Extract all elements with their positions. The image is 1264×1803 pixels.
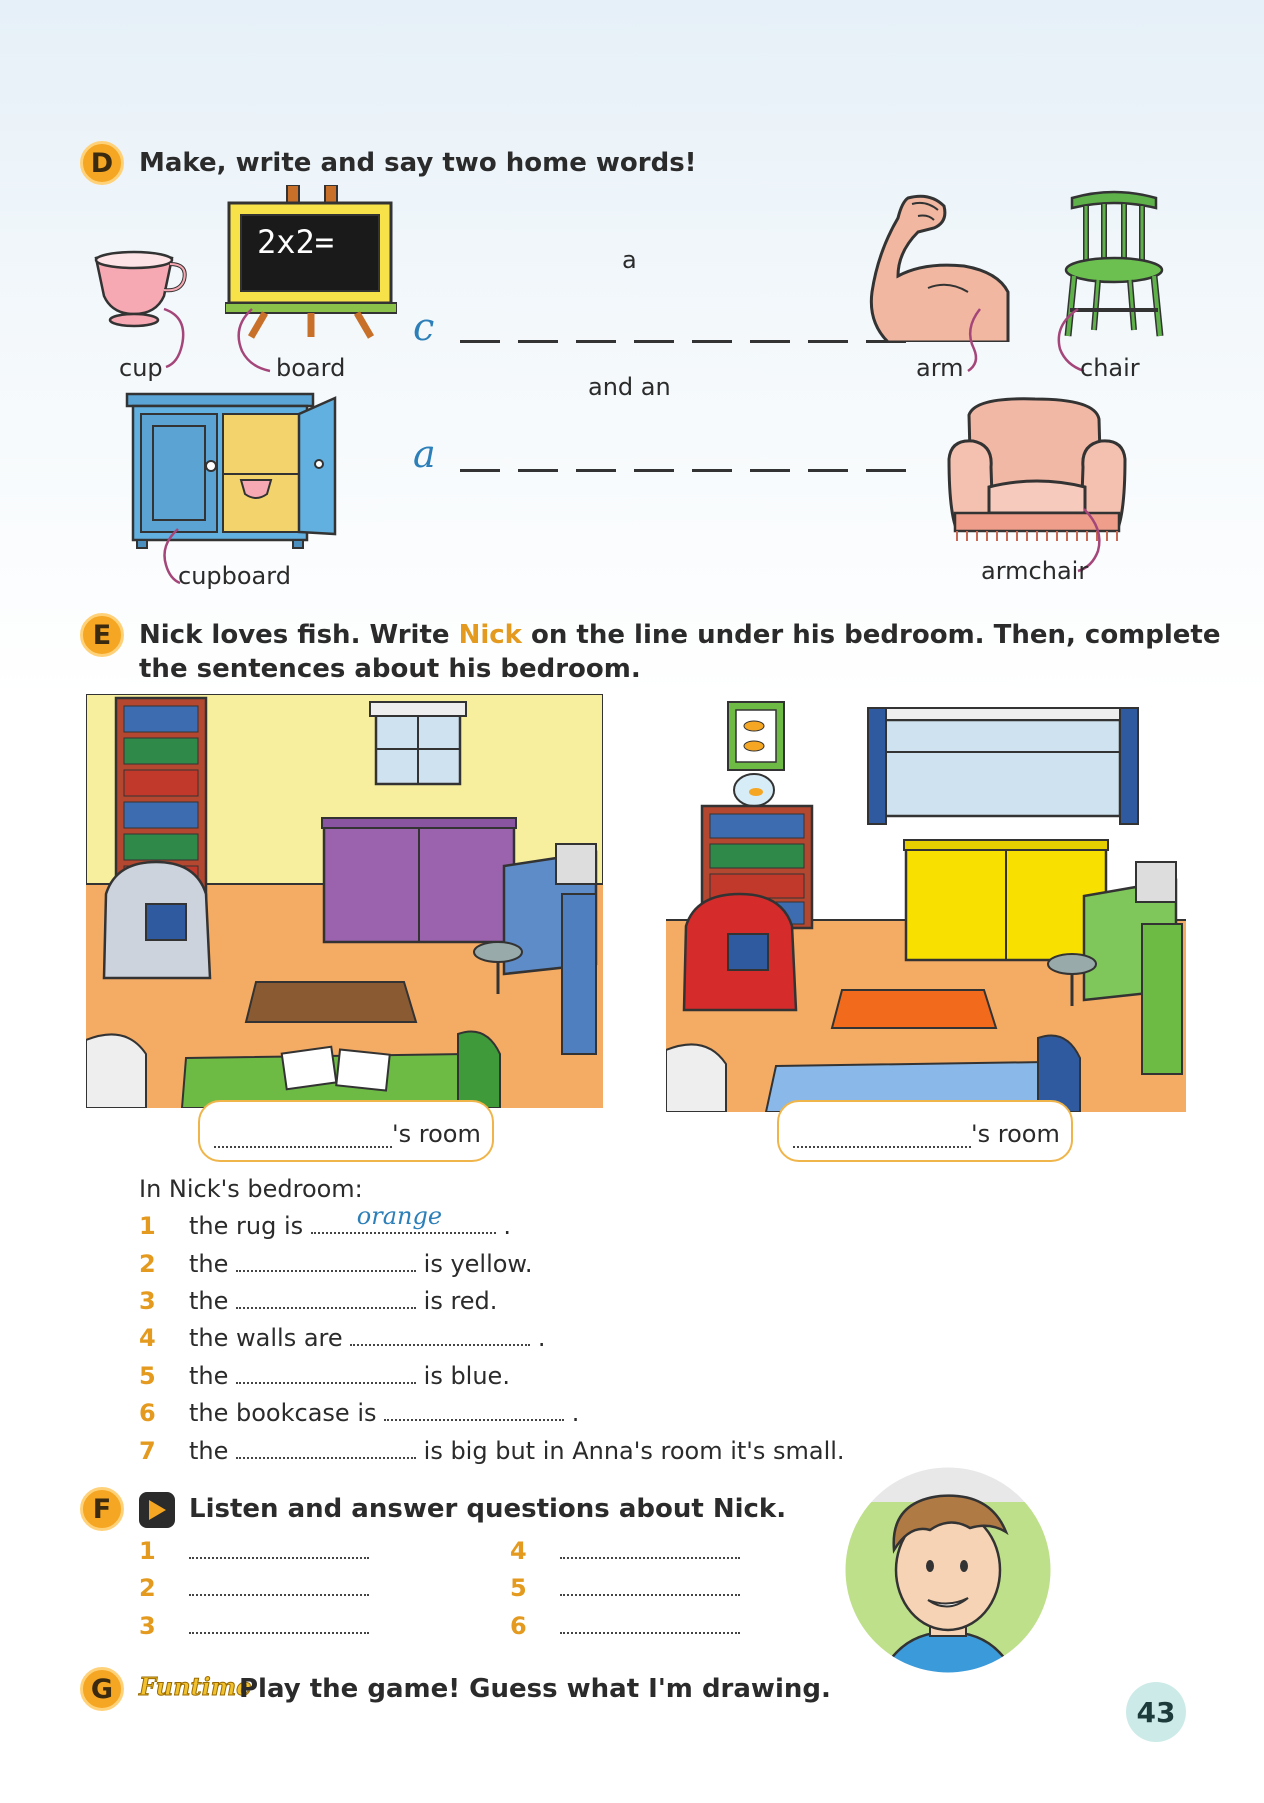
- sentence-7-after: is big but in Anna's room it's small.: [416, 1437, 845, 1465]
- answer-row-3: [139, 1610, 369, 1640]
- section-d-badge: D: [80, 141, 124, 185]
- section-d-title: Make, write and say two home words!: [139, 148, 697, 178]
- arm-pointer-line: [960, 305, 990, 375]
- sentence-2-before: the: [189, 1250, 237, 1278]
- answer-row-1: [139, 1535, 369, 1565]
- cupboard-icon: [123, 390, 343, 550]
- answer-4-number: 4: [510, 1537, 527, 1565]
- sentence-6-before: the bookcase is: [189, 1399, 385, 1427]
- sentence-1-answer: orange: [356, 1202, 443, 1230]
- sentence-4-after: .: [530, 1324, 546, 1352]
- left-room-name-blank[interactable]: [214, 1124, 392, 1148]
- sentence-1-before: the rug is: [189, 1212, 311, 1240]
- sentence-3-number: 3: [139, 1287, 156, 1315]
- answer-2-number: 2: [139, 1574, 156, 1602]
- answer-row-6: [510, 1610, 740, 1640]
- sentence-3-after: is red.: [416, 1287, 498, 1315]
- cup-label: cup: [119, 354, 163, 382]
- section-g-title: Play the game! Guess what I'm drawing.: [239, 1674, 831, 1704]
- bedroom-right-illustration[interactable]: [666, 694, 1186, 1112]
- sentence-4-before: the walls are: [189, 1324, 351, 1352]
- word1-first-letter: c: [413, 305, 435, 349]
- sentence-2-blank[interactable]: [236, 1248, 416, 1272]
- section-g-badge: G: [80, 1667, 124, 1711]
- sentence-4-number: 4: [139, 1324, 156, 1352]
- sentence-1-blank[interactable]: [311, 1202, 496, 1234]
- sentence-1: [139, 1202, 512, 1240]
- word2-first-letter: a: [413, 432, 436, 476]
- left-room-label: 's room: [392, 1120, 481, 1148]
- a-text: a: [622, 246, 637, 274]
- sentence-3-before: the: [189, 1287, 237, 1315]
- sentence-5-after: is blue.: [416, 1362, 510, 1390]
- section-e-badge: E: [80, 613, 124, 657]
- section-f-badge: F: [80, 1487, 124, 1531]
- sentence-2-after: is yellow.: [416, 1250, 533, 1278]
- word1-blanks[interactable]: [460, 340, 906, 343]
- sentences-intro: In Nick's bedroom:: [139, 1175, 363, 1203]
- section-e-title-line2: the sentences about his bedroom.: [139, 654, 641, 684]
- right-room-name-box[interactable]: [777, 1100, 1073, 1162]
- sentence-1-number: 1: [139, 1212, 156, 1240]
- sentence-7-before: the: [189, 1437, 237, 1465]
- cup-pointer-line: [160, 305, 190, 375]
- sentence-1-after: .: [495, 1212, 512, 1240]
- right-room-label: 's room: [971, 1120, 1060, 1148]
- answer-5-blank[interactable]: [560, 1572, 740, 1596]
- arm-icon: [868, 192, 1013, 342]
- answer-5-number: 5: [510, 1574, 527, 1602]
- sentence-3-blank[interactable]: [236, 1285, 416, 1309]
- left-room-name-box[interactable]: [198, 1100, 494, 1162]
- sentence-4-blank[interactable]: [350, 1322, 530, 1346]
- sentence-3: [139, 1285, 497, 1315]
- page-number: 43: [1126, 1682, 1186, 1742]
- audio-play-button[interactable]: [139, 1492, 175, 1528]
- answer-6-blank[interactable]: [560, 1610, 740, 1634]
- sentence-5-blank[interactable]: [236, 1360, 416, 1384]
- nick-portrait: [840, 1462, 1056, 1678]
- bedroom-left-illustration[interactable]: [86, 694, 603, 1108]
- sentence-5-number: 5: [139, 1362, 156, 1390]
- and-an-text: and an: [588, 373, 671, 401]
- sentence-7-number: 7: [139, 1437, 156, 1465]
- board-label: board: [276, 354, 346, 382]
- arm-label: arm: [916, 354, 964, 382]
- word2-blanks[interactable]: [460, 469, 906, 472]
- sentence-6-after: .: [564, 1399, 580, 1427]
- sentence-6: [139, 1397, 579, 1427]
- answer-row-4: [510, 1535, 740, 1565]
- answer-3-number: 3: [139, 1612, 156, 1640]
- right-room-name-blank[interactable]: [793, 1124, 971, 1148]
- section-e-title: [139, 618, 1221, 686]
- answer-row-5: [510, 1572, 740, 1602]
- sentence-7-blank[interactable]: [236, 1435, 416, 1459]
- sentence-5-before: the: [189, 1362, 237, 1390]
- section-f-title: Listen and answer questions about Nick.: [189, 1494, 787, 1524]
- answer-3-blank[interactable]: [189, 1610, 369, 1634]
- answer-6-number: 6: [510, 1612, 527, 1640]
- sentence-2: [139, 1248, 533, 1278]
- sentence-7: [139, 1435, 845, 1465]
- play-icon: [147, 1499, 167, 1521]
- answer-1-blank[interactable]: [189, 1535, 369, 1559]
- board-pointer-line: [232, 305, 272, 375]
- section-e-title-part2: on the line under his bedroom. Then, complete: [521, 620, 1221, 650]
- section-e-title-highlight: Nick: [458, 620, 522, 650]
- funtime-logo: Funtime: [139, 1672, 252, 1701]
- sentence-6-number: 6: [139, 1399, 156, 1427]
- answer-4-blank[interactable]: [560, 1535, 740, 1559]
- sentence-4: [139, 1322, 546, 1352]
- answer-row-2: [139, 1572, 369, 1602]
- section-e-title-part1: Nick loves fish. Write: [139, 620, 459, 650]
- sentence-5: [139, 1360, 510, 1390]
- answer-2-blank[interactable]: [189, 1572, 369, 1596]
- board-text: 2x2=: [257, 223, 335, 261]
- answer-1-number: 1: [139, 1537, 156, 1565]
- armchair-label: armchair: [981, 557, 1089, 585]
- sentence-6-blank[interactable]: [384, 1397, 564, 1421]
- cupboard-label: cupboard: [178, 562, 291, 590]
- chair-label: chair: [1080, 354, 1140, 382]
- sentence-2-number: 2: [139, 1250, 156, 1278]
